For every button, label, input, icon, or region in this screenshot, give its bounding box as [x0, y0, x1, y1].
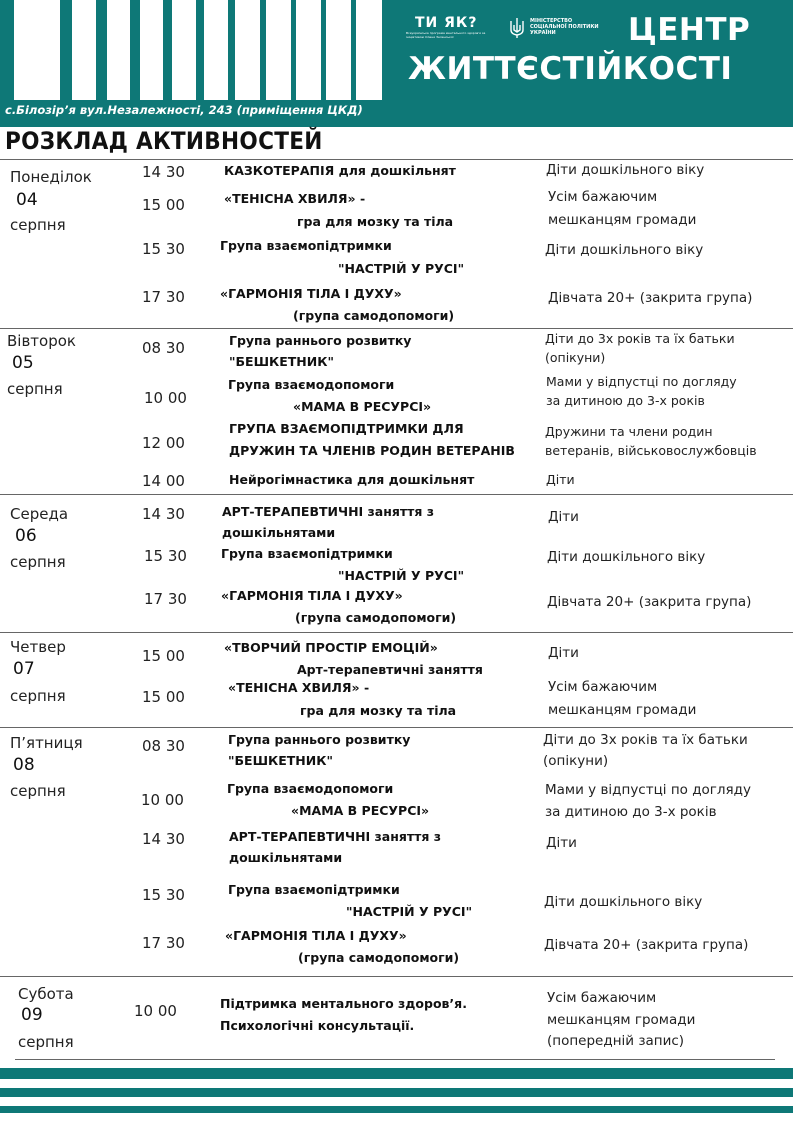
event-subtitle: Арт-терапевтичні заняття — [297, 662, 483, 677]
day-month: серпня — [10, 216, 66, 234]
event-time: 15 00 — [142, 688, 185, 706]
footer-bar — [0, 1088, 793, 1097]
event-audience-cont: мешканцям громади — [548, 702, 697, 718]
event-subtitle: "БЕШКЕТНИК" — [228, 753, 333, 768]
event-time: 15 30 — [142, 240, 185, 258]
event-audience: Діти до 3х років та їх батьки — [543, 732, 748, 748]
event-subtitle: "НАСТРІЙ У РУСІ" — [338, 568, 465, 583]
event-audience-cont: (опікуни) — [545, 350, 606, 365]
event-audience: Дівчата 20+ (закрита група) — [547, 594, 752, 610]
day-name: Середа — [10, 505, 69, 523]
event-audience: Усім бажаючим — [548, 189, 658, 205]
event-subtitle: "БЕШКЕТНИК" — [229, 354, 334, 369]
event-title: Група взаємодопомоги — [228, 377, 395, 392]
trident-icon — [508, 17, 526, 39]
event-title: Група взаємодопомоги — [227, 781, 394, 796]
event-audience: Діти — [546, 835, 577, 851]
event-time: 15 30 — [144, 547, 187, 565]
event-audience-cont: (попередній запис) — [547, 1033, 685, 1049]
event-time: 15 00 — [142, 647, 185, 665]
address: с.Білозір’я вул.Незалежності, 243 (приміщення ЦКД) — [5, 103, 363, 117]
event-title: «ТВОРЧИЙ ПРОСТІР ЕМОЦІЙ» — [224, 640, 438, 655]
event-subtitle: гра для мозку та тіла — [297, 214, 454, 229]
event-title: Група раннього розвитку — [229, 333, 412, 348]
day-date: 08 — [13, 755, 35, 775]
event-audience: Діти дошкільного віку — [546, 162, 705, 178]
day-name: Субота — [18, 985, 74, 1003]
divider — [0, 494, 793, 495]
event-title: Група взаємопідтримки — [228, 882, 400, 897]
event-audience: Мами у відпустці по догляду — [545, 782, 751, 798]
event-audience: Діти — [548, 645, 579, 661]
event-audience: Діти дошкільного віку — [545, 242, 704, 258]
event-subtitle: дошкільнятами — [222, 525, 336, 540]
event-audience-cont: ветеранів, військовослужбовців — [545, 443, 757, 458]
day-date: 05 — [12, 353, 34, 373]
ti-yaki-logo-caption: Всеукраїнська програма ментального здоров'я за ініціативою Олени Зеленської — [406, 31, 486, 39]
event-title: «ГАРМОНІЯ ТІЛА І ДУХУ» — [225, 928, 407, 943]
event-subtitle: "НАСТРІЙ У РУСІ" — [338, 261, 465, 276]
event-audience: Діти дошкільного віку — [544, 894, 703, 910]
event-audience-cont: мешканцям громади — [548, 212, 697, 228]
event-audience: Діти дошкільного віку — [547, 549, 706, 565]
event-audience-cont: за дитиною до 3-х років — [545, 804, 717, 820]
event-time: 15 30 — [142, 886, 185, 904]
event-time: 17 30 — [142, 934, 185, 952]
schedule-title: РОЗКЛАД АКТИВНОСТЕЙ — [5, 127, 323, 155]
day-date: 07 — [13, 659, 35, 679]
event-time: 14 00 — [142, 472, 185, 490]
event-title: «ТЕНІСНА ХВИЛЯ» - — [228, 680, 370, 695]
day-name: П’ятниця — [10, 734, 83, 752]
event-title: КАЗКОТЕРАПІЯ для дошкільнят — [224, 163, 456, 178]
day-name: Четвер — [10, 638, 66, 656]
day-month: серпня — [10, 782, 66, 800]
event-audience: Діти — [548, 509, 579, 525]
event-subtitle: (група самодопомоги) — [293, 308, 455, 323]
divider — [0, 727, 793, 728]
event-title: Нейрогімнастика для дошкільнят — [229, 472, 475, 487]
event-subtitle: «МАМА В РЕСУРСІ» — [293, 399, 432, 414]
divider — [0, 328, 793, 329]
title-line-1: ЦЕНТР — [628, 12, 751, 48]
event-title: ГРУПА ВЗАЄМОПІДТРИМКИ ДЛЯ — [229, 421, 464, 436]
event-title: АРТ-ТЕРАПЕВТИЧНІ заняття з — [222, 504, 435, 519]
event-title: Група раннього розвитку — [228, 732, 411, 747]
event-title: Підтримка ментального здоров’я. — [220, 996, 467, 1011]
day-name: Понеділок — [10, 168, 92, 186]
event-audience: Дружини та члени родин — [545, 424, 713, 439]
event-subtitle: (група самодопомоги) — [295, 610, 457, 625]
event-subtitle: "НАСТРІЙ У РУСІ" — [346, 904, 473, 919]
divider — [15, 1059, 775, 1060]
event-audience-cont: за дитиною до 3-х років — [546, 393, 705, 408]
footer-bar — [0, 1106, 793, 1113]
divider — [0, 159, 793, 160]
event-title: АРТ-ТЕРАПЕВТИЧНІ заняття з — [229, 829, 442, 844]
day-date: 04 — [16, 190, 38, 210]
day-name: Вівторок — [7, 332, 76, 350]
ministry-logo: МІНІСТЕРСТВО СОЦІАЛЬНОЇ ПОЛІТИКИ УКРАЇНИ — [530, 18, 599, 36]
event-time: 10 00 — [144, 389, 187, 407]
event-audience: Усім бажаючим — [548, 679, 658, 695]
event-audience: Діти до 3х років та їх батьки — [545, 331, 735, 346]
day-date: 09 — [21, 1005, 43, 1025]
event-time: 08 30 — [142, 339, 185, 357]
event-title: «ГАРМОНІЯ ТІЛА І ДУХУ» — [220, 286, 402, 301]
event-subtitle: «МАМА В РЕСУРСІ» — [291, 803, 430, 818]
event-audience: Діти — [546, 472, 575, 487]
event-title: «ГАРМОНІЯ ТІЛА І ДУХУ» — [221, 588, 403, 603]
event-subtitle: дошкільнятами — [229, 850, 343, 865]
event-time: 10 00 — [134, 1002, 177, 1020]
event-audience: Дівчата 20+ (закрита група) — [548, 290, 753, 306]
event-time: 15 00 — [142, 196, 185, 214]
header-banner — [0, 0, 793, 127]
event-subtitle: гра для мозку та тіла — [300, 703, 457, 718]
event-time: 14 30 — [142, 505, 185, 523]
event-audience-cont: мешканцям громади — [547, 1012, 696, 1028]
day-month: серпня — [10, 687, 66, 705]
event-subtitle: ДРУЖИН ТА ЧЛЕНІВ РОДИН ВЕТЕРАНІВ — [229, 443, 515, 458]
event-time: 14 30 — [142, 830, 185, 848]
event-time: 08 30 — [142, 737, 185, 755]
event-time: 10 00 — [141, 791, 184, 809]
event-audience-cont: (опікуни) — [543, 753, 609, 769]
divider — [0, 632, 793, 633]
event-time: 17 30 — [144, 590, 187, 608]
footer-bar — [0, 1068, 793, 1079]
event-time: 17 30 — [142, 288, 185, 306]
day-month: серпня — [7, 380, 63, 398]
event-title: Група взаємопідтримки — [220, 238, 392, 253]
title-line-2: ЖИТТЄСТІЙКОСТІ — [408, 51, 733, 87]
ti-yaki-logo: ТИ ЯК? — [415, 15, 478, 31]
event-time: 12 00 — [142, 434, 185, 452]
event-audience: Дівчата 20+ (закрита група) — [544, 937, 749, 953]
event-audience: Мами у відпустці по догляду — [546, 374, 737, 389]
day-date: 06 — [15, 526, 37, 546]
event-subtitle: Психологічні консультації. — [220, 1018, 415, 1033]
event-title: «ТЕНІСНА ХВИЛЯ» - — [224, 191, 366, 206]
event-time: 14 30 — [142, 163, 185, 181]
event-title: Група взаємопідтримки — [221, 546, 393, 561]
day-month: серпня — [10, 553, 66, 571]
event-audience: Усім бажаючим — [547, 990, 657, 1006]
day-month: серпня — [18, 1033, 74, 1051]
divider — [0, 976, 793, 977]
event-subtitle: (група самодопомоги) — [298, 950, 460, 965]
